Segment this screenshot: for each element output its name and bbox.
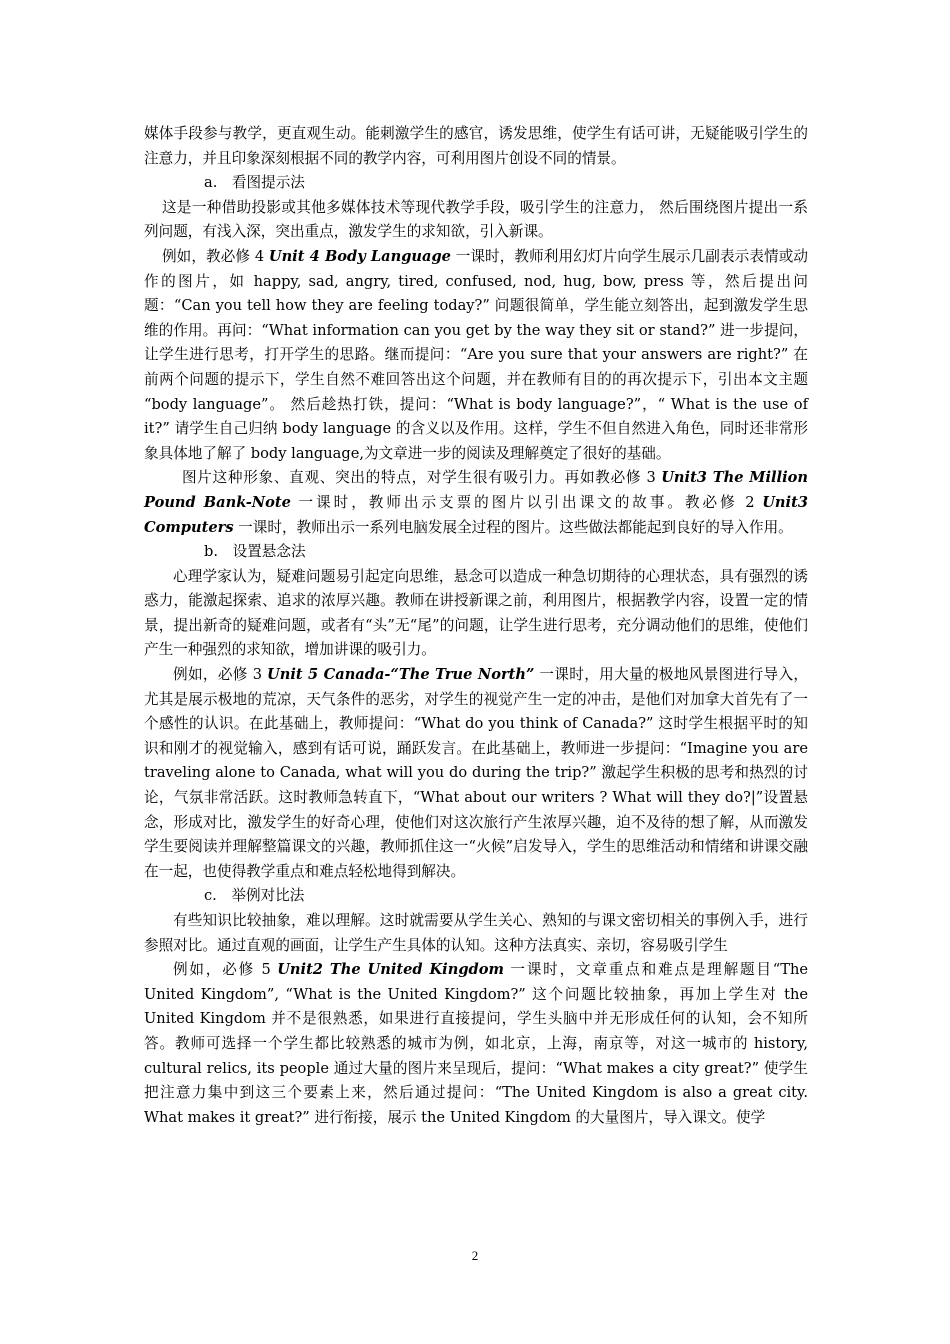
text-run: 例如，教必修 4	[162, 247, 269, 265]
document-body	[144, 122, 808, 1130]
text-run: 一课时，用大量的极地风景图进行导入，尤其是展示极地的荒凉，天气条件的恶劣，对学生的视觉产生一定的冲击，是他们对加拿大首先有了一个感性的认识。在此基础上，教师提问：“What do you think of Canada?” 这时学生根据平时的知识和刚才的视觉输入，感到有话可说，踊跃发言。在此基础上，教师进一步提问：“Imagine you are traveling alone to Canada, what will you do during the trip?” 激起学生积极的思考和热烈的讨论，气氛非常活跃。这时教师急转直下，“What about our writers ? What will they do?|”设置悬念，形成对比，激发学生的好奇心理，使他们对这次旅行产生浓厚兴趣，迫不及待的想了解，从而激发学生要阅读并理解整篇课文的兴趣，教师抓住这一“火候”启发导入，学生的思维活动和情绪和讲课交融在一起，也使得教学重点和难点轻松地得到解决。	[144, 666, 808, 880]
text-run: 一课时，文章重点和难点是理解题目“The United Kingdom”, “What is the United Kingdom?” 这个问题比较抽象，再加上学生对 the United Kingdom 并不是很熟悉，如果进行直接提问，学生头脑中并无形成任何的认知，会不知所答。教师可选择一个学生都比较熟悉的城市为例，如北京，上海，南京等，对这一城市的 history, cultural relics, its people 通过大量的图片来呈现后，提问：“What makes a city great?” 使学生把注意力集中到这三个要素上来，然后通过提问：“The United Kingdom is also a great city. What makes it great?” 进行衔接，展示 the United Kingdom 的大量图片，导入课文。使学	[144, 961, 808, 1126]
paragraph-intro: 媒体手段参与教学，更直观生动。能刺激学生的感官，诱发思维，使学生有话可讲，无疑能吸引学生的注意力，并且印象深刻根据不同的教学内容，可利用图片创设不同的情景。	[144, 125, 808, 167]
page-number: 2	[471, 1248, 479, 1263]
section-heading-c: c. 举例对比法	[204, 887, 305, 905]
text-run: 例如，必修 3	[173, 666, 267, 684]
text-run: 一课时，教师出示一系列电脑发展全过程的图片。这些做法都能起到良好的导入作用。	[233, 518, 793, 536]
section-heading-a: a. 看图提示法	[204, 174, 305, 192]
paragraph-suspense-method: 心理学家认为，疑难问题易引起定向思维，悬念可以造成一种急切期待的心理状态，具有强烈的诱惑力，能激起探索、追求的浓厚兴趣。教师在讲授新课之前，利用图片，根据教学内容，设置一定的情景，提出新奇的疑难问题，或者有“头”无“尾”的问题，让学生进行思考，充分调动他们的思维，使他们产生一种强烈的求知欲，增加讲课的吸引力。	[144, 567, 808, 659]
paragraph-uk-example	[144, 958, 808, 1130]
unit-title: Unit3 The Million Pound Bank-Note	[144, 469, 808, 511]
text-run: 一课时，教师出示支票的图片以引出课文的故事。教必修 2	[290, 493, 763, 511]
paragraph-body-language-example	[144, 245, 808, 466]
text-run: 图片这种形象、直观、突出的特点，对学生很有吸引力。再如教必修 3	[182, 469, 662, 487]
paragraph-picture-method: 这是一种借助投影或其他多媒体技术等现代教学手段，吸引学生的注意力， 然后围绕图片提出一系列问题，有浅入深，突出重点，激发学生的求知欲，引入新课。	[144, 198, 808, 241]
unit-title: Unit2 The United Kingdom	[277, 961, 504, 979]
unit-title: Unit3 Computers	[144, 493, 808, 536]
text-run: 例如，必修 5	[173, 961, 278, 979]
paragraph-picture-features	[144, 466, 808, 540]
unit-title: Unit 4 Body Language	[268, 247, 451, 265]
section-heading-b: b. 设置悬念法	[204, 543, 306, 561]
paragraph-comparison-method: 有些知识比较抽象，难以理解。这时就需要从学生关心、熟知的与课文密切相关的事例入手，进行参照对比。通过直观的画面，让学生产生具体的认知。这种方法真实、亲切，容易吸引学生	[144, 912, 808, 954]
paragraph-canada-example	[144, 663, 808, 884]
text-run: 一课时，教师利用幻灯片向学生展示几副表示表情或动作的图片，如 happy, sad, angry, tired, confused, nod, hug, bow, press 等，然后提出问题：“Can you tell how they are feeling today?” 问题很简单，学生能立刻答出，起到激发学生思维的作用。再问：“What information can you get by the way they sit or stand?” 进一步提问，让学生进行思考，打开学生的思路。继而提问：“Are you sure that your answers are right?” 在前两个问题的提示下，学生自然不难回答出这个问题，并在教师有目的的再次提示下，引出本文主题 “body language”。 然后趁热打铁，提问：“What is body language?”，“ What is the use of it?” 请学生自己归纳 body language 的含义以及作用。这样，学生不但自然进入角色，同时还非常形象具体地了解了 body language,为文章进一步的阅读及理解奠定了很好的基础。	[144, 247, 808, 462]
unit-title: Unit 5 Canada-“The True North”	[266, 666, 535, 684]
